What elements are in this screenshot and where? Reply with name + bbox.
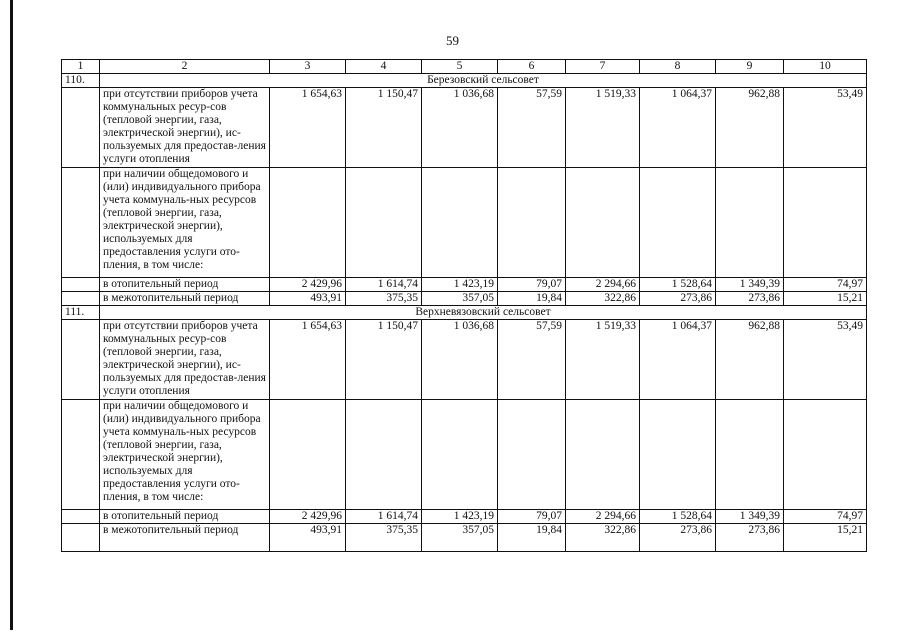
value-cell: 357,05	[422, 524, 498, 552]
value-cell	[784, 400, 867, 510]
table-row	[62, 400, 867, 510]
value-cell	[346, 168, 422, 278]
section-name: Березовский сельсовет	[100, 74, 867, 88]
value-cell: 79,07	[498, 278, 566, 292]
value-cell: 1 036,68	[422, 320, 498, 400]
value-cell: 79,07	[498, 510, 566, 524]
value-cell	[566, 168, 640, 278]
value-cell: 1 150,47	[346, 320, 422, 400]
value-cell	[270, 400, 346, 510]
value-cell: 322,86	[566, 524, 640, 552]
value-cell	[716, 168, 784, 278]
row-number-cell	[62, 320, 100, 400]
value-cell: 273,86	[640, 292, 716, 306]
column-header: 4	[346, 60, 422, 74]
row-number-cell	[62, 400, 100, 510]
value-cell	[346, 400, 422, 510]
value-cell: 1 036,68	[422, 88, 498, 168]
value-cell: 273,86	[716, 524, 784, 552]
value-cell: 1 654,63	[270, 320, 346, 400]
column-header: 5	[422, 60, 498, 74]
value-cell: 375,35	[346, 292, 422, 306]
value-cell: 1 519,33	[566, 320, 640, 400]
value-cell: 1 423,19	[422, 510, 498, 524]
value-cell: 273,86	[716, 292, 784, 306]
value-cell: 2 294,66	[566, 510, 640, 524]
value-cell: 962,88	[716, 88, 784, 168]
column-header-row	[62, 60, 867, 74]
value-cell: 19,84	[498, 292, 566, 306]
value-cell: 2 429,96	[270, 278, 346, 292]
value-cell: 1 614,74	[346, 510, 422, 524]
column-header: 7	[566, 60, 640, 74]
section-number: 110.	[62, 74, 100, 88]
value-cell: 57,59	[498, 88, 566, 168]
column-header: 1	[62, 60, 100, 74]
binder-line	[10, 0, 13, 630]
value-cell: 1 349,39	[716, 278, 784, 292]
column-header: 8	[640, 60, 716, 74]
value-cell: 74,97	[784, 278, 867, 292]
row-number-cell	[62, 292, 100, 306]
row-description: при наличии общедомового и (или) индивидуального прибора учета коммуналь-ных ресурсов (тепловой энергии, газа, электрической энергии), используемых для предоставления услуги ото-пления, в том числе:	[100, 400, 270, 510]
value-cell: 1 654,63	[270, 88, 346, 168]
row-description: в отопительный период	[100, 510, 270, 524]
value-cell: 1 614,74	[346, 278, 422, 292]
value-cell: 2 294,66	[566, 278, 640, 292]
row-description: в межотопительный период	[100, 292, 270, 306]
value-cell: 1 519,33	[566, 88, 640, 168]
value-cell: 357,05	[422, 292, 498, 306]
table-row	[62, 292, 867, 306]
row-number-cell	[62, 510, 100, 524]
table-row	[62, 168, 867, 278]
value-cell: 53,49	[784, 320, 867, 400]
value-cell	[270, 168, 346, 278]
table-row	[62, 278, 867, 292]
row-description: в отопительный период	[100, 278, 270, 292]
column-header: 10	[784, 60, 867, 74]
column-header: 2	[100, 60, 270, 74]
value-cell: 322,86	[566, 292, 640, 306]
section-name: Верхневязовский сельсовет	[100, 306, 867, 320]
section-row	[62, 306, 867, 320]
row-description: при отсутствии приборов учета коммунальных ресур-сов (тепловой энергии, газа, электрической энергии), ис-пользуемых для предостав-ления услуги отопления	[100, 88, 270, 168]
row-description: при наличии общедомового и (или) индивидуального прибора учета коммуналь-ных ресурсов (тепловой энергии, газа, электрической энергии), используемых для предоставления услуги ото-пления, в том числе:	[100, 168, 270, 278]
value-cell: 1 528,64	[640, 510, 716, 524]
value-cell: 53,49	[784, 88, 867, 168]
value-cell	[566, 400, 640, 510]
value-cell	[640, 400, 716, 510]
row-number-cell	[62, 524, 100, 552]
value-cell: 57,59	[498, 320, 566, 400]
table-row	[62, 524, 867, 552]
value-cell: 1 423,19	[422, 278, 498, 292]
value-cell: 375,35	[346, 524, 422, 552]
table-row	[62, 88, 867, 168]
value-cell: 2 429,96	[270, 510, 346, 524]
section-row	[62, 74, 867, 88]
value-cell	[498, 168, 566, 278]
table-row	[62, 510, 867, 524]
value-cell: 1 528,64	[640, 278, 716, 292]
value-cell	[422, 400, 498, 510]
row-number-cell	[62, 168, 100, 278]
column-header: 9	[716, 60, 784, 74]
row-description: при отсутствии приборов учета коммунальных ресур-сов (тепловой энергии, газа, электрической энергии), ис-пользуемых для предостав-ления услуги отопления	[100, 320, 270, 400]
value-cell: 1 064,37	[640, 320, 716, 400]
row-number-cell	[62, 278, 100, 292]
value-cell: 19,84	[498, 524, 566, 552]
column-header: 3	[270, 60, 346, 74]
value-cell	[640, 168, 716, 278]
tariff-table	[61, 59, 867, 552]
column-header: 6	[498, 60, 566, 74]
row-number-cell	[62, 88, 100, 168]
value-cell	[422, 168, 498, 278]
value-cell	[716, 400, 784, 510]
row-description: в межотопительный период	[100, 524, 270, 552]
value-cell: 1 150,47	[346, 88, 422, 168]
value-cell: 1 064,37	[640, 88, 716, 168]
value-cell: 493,91	[270, 292, 346, 306]
value-cell: 962,88	[716, 320, 784, 400]
value-cell: 15,21	[784, 292, 867, 306]
value-cell: 1 349,39	[716, 510, 784, 524]
value-cell: 74,97	[784, 510, 867, 524]
value-cell: 273,86	[640, 524, 716, 552]
value-cell: 15,21	[784, 524, 867, 552]
table-row	[62, 320, 867, 400]
page-number: 59	[446, 33, 459, 48]
value-cell: 493,91	[270, 524, 346, 552]
value-cell	[498, 400, 566, 510]
value-cell	[784, 168, 867, 278]
section-number: 111.	[62, 306, 100, 320]
